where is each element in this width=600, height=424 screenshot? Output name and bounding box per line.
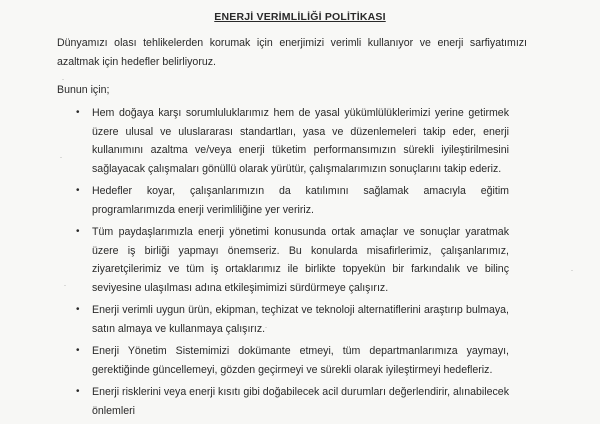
intro-paragraph: Dünyamızı olası tehlikelerden korumak için enerjimizi verimli kullanıyor ve enerji sarfiyatımızı azaltmak için hedefler belirliyoruz. [57,37,527,68]
scan-speck: · [62,77,64,83]
bullet-marker: • [76,226,80,237]
policy-bullet-item [0,342,509,379]
bullet-text: Tüm paydaşlarımızla enerji yönetimi konusunda ortak amaçlar ve sonuçlar yaratmak üzere iş birliği yapmayı önemseriz. Bu konularda misafirlerimiz, çalışanlarımız, ziyaretçilerimiz ve tüm iş ortaklarımız ile birlikte topyekün bir farkındalık ve bilinç seviyesine ulaşılması adına etkileşimimizi sürdürmeye çalışırız. [92,226,509,294]
scan-speck: · [64,283,66,289]
bullet-text: Enerji verimli uygun ürün, ekipman, teçhizat ve teknoloji alternatiflerini araştırıp bulmaya, satın almaya ve kullanmaya çalışırız. [92,304,509,335]
scan-speck: · [265,325,267,331]
policy-bullet-item [0,104,509,178]
scan-speck: · [571,268,573,274]
bullet-text: Hem doğaya karşı sorumluluklarımız hem de yasal yükümlülüklerimizi yerine getirmek üzere ulusal ve uluslararası standartları, yasa ve düzenlemeleri takip eder, enerji kullanımını azaltma ve/veya enerji tüketim performansımızın sürekli iyileştirilmesini sağlayacak çalışmaları gönüllü olarak yürütür, çalışmalarımızın sonuçlarını takip ederiz. [92,107,509,175]
policy-bullet-item [0,223,509,297]
bullet-marker: • [76,107,80,118]
document-title: ENERJİ VERİMLİLİĞİ POLİTİKASI [214,11,386,23]
policy-bullet-item [0,182,509,219]
bullet-text: Enerji risklerini veya enerji kısıtı gibi doğabilecek acil durumları değerlendirir, alınabilecek önlemleri [92,386,509,417]
scan-speck: · [60,155,62,161]
bullet-marker: • [76,185,80,196]
bullet-text: Hedefler koyar, çalışanlarımızın da katılımını sağlamak amacıyla eğitim programlarımızda enerji verimliliğine yer veririz. [92,185,509,216]
lead-text: Bunun için; [57,84,110,96]
policy-bullet-item [0,301,509,338]
policy-bullet-list [0,104,600,424]
bullet-marker: • [76,345,80,356]
bullet-marker: • [76,386,80,397]
bullet-marker: • [76,304,80,315]
bullet-text: Enerji Yönetim Sistemimizi dokümante etmeyi, tüm departmanlarımıza yaymayı, gerektiğinde güncellemeyi, gözden geçirmeyi ve sürekli olarak iyileştirmeyi hedefleriz. [92,345,509,376]
policy-bullet-item [0,383,509,420]
